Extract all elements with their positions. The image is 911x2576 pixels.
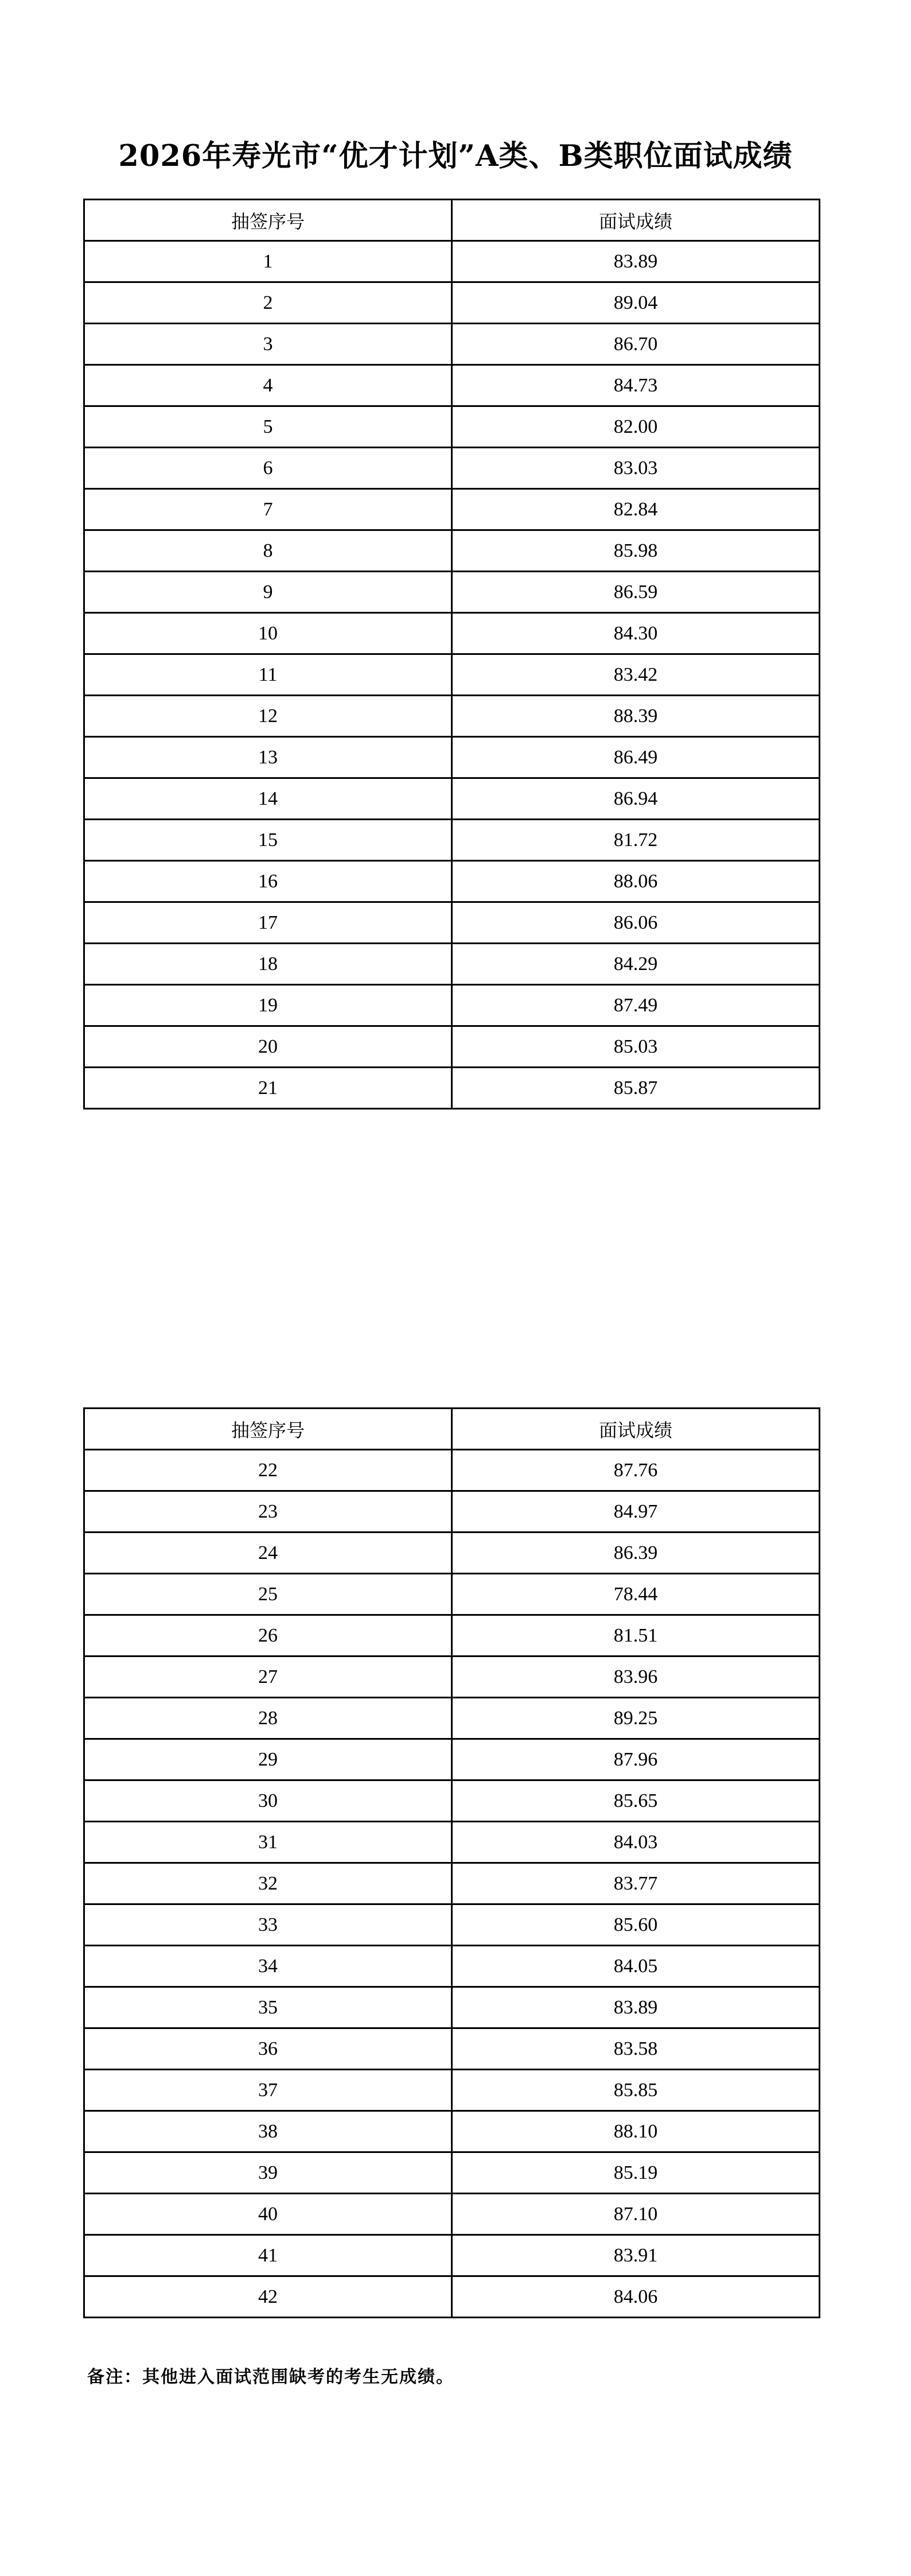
table-row — [84, 572, 820, 613]
draw-number-cell: 42 — [84, 2276, 452, 2318]
draw-number-cell: 32 — [84, 1863, 452, 1904]
interview-score-cell: 84.29 — [452, 944, 820, 985]
interview-score-cell: 86.49 — [452, 737, 820, 778]
draw-number-cell: 36 — [84, 2028, 452, 2070]
interview-score-cell: 83.89 — [452, 241, 820, 282]
table-row — [84, 820, 820, 861]
draw-number-cell: 20 — [84, 1026, 452, 1068]
interview-score-cell: 84.06 — [452, 2276, 820, 2318]
draw-number-cell: 27 — [84, 1656, 452, 1698]
interview-score-cell: 83.58 — [452, 2028, 820, 2070]
interview-score-cell: 87.76 — [452, 1450, 820, 1491]
interview-score-cell: 85.87 — [452, 1068, 820, 1109]
draw-number-cell: 25 — [84, 1574, 452, 1615]
interview-score-cell: 86.94 — [452, 778, 820, 820]
interview-score-cell: 85.65 — [452, 1780, 820, 1822]
draw-number-cell: 4 — [84, 365, 452, 406]
table-row — [84, 902, 820, 944]
draw-number-cell: 26 — [84, 1615, 452, 1656]
interview-score-cell: 85.85 — [452, 2070, 820, 2111]
table-row — [84, 1822, 820, 1863]
table-row — [84, 2276, 820, 2318]
draw-number-cell: 19 — [84, 985, 452, 1026]
draw-number-cell: 21 — [84, 1068, 452, 1109]
interview-score-cell: 84.03 — [452, 1822, 820, 1863]
interview-score-cell: 87.10 — [452, 2194, 820, 2235]
draw-number-cell: 35 — [84, 1987, 452, 2028]
draw-number-cell: 17 — [84, 902, 452, 944]
draw-number-cell: 13 — [84, 737, 452, 778]
interview-score-cell: 85.98 — [452, 530, 820, 572]
table-row — [84, 1656, 820, 1698]
table-row — [84, 1946, 820, 1987]
table-row — [84, 1068, 820, 1109]
table-row — [84, 2111, 820, 2152]
table-row — [84, 2152, 820, 2194]
interview-score-cell: 84.73 — [452, 365, 820, 406]
draw-number-cell: 8 — [84, 530, 452, 572]
table-row — [84, 1533, 820, 1574]
table-row — [84, 861, 820, 902]
interview-score-cell: 82.00 — [452, 406, 820, 448]
table-row — [84, 613, 820, 654]
interview-score-cell: 88.06 — [452, 861, 820, 902]
interview-score-cell: 83.42 — [452, 654, 820, 696]
draw-number-cell: 38 — [84, 2111, 452, 2152]
interview-score-cell: 89.25 — [452, 1698, 820, 1739]
interview-score-cell: 87.49 — [452, 985, 820, 1026]
draw-number-cell: 18 — [84, 944, 452, 985]
draw-number-cell: 16 — [84, 861, 452, 902]
interview-score-cell: 87.96 — [452, 1739, 820, 1780]
table-row — [84, 1739, 820, 1780]
draw-number-cell: 23 — [84, 1491, 452, 1533]
draw-number-cell: 12 — [84, 696, 452, 737]
table-row — [84, 985, 820, 1026]
header-interview-score: 面试成绩 — [452, 1409, 820, 1450]
draw-number-cell: 6 — [84, 448, 452, 489]
draw-number-cell: 7 — [84, 489, 452, 530]
table-row — [84, 1615, 820, 1656]
table-row — [84, 241, 820, 282]
interview-score-cell: 84.30 — [452, 613, 820, 654]
interview-score-cell: 86.70 — [452, 324, 820, 365]
table-row — [84, 696, 820, 737]
table-row — [84, 2194, 820, 2235]
scores-table-1 — [83, 199, 820, 1109]
header-draw-number: 抽签序号 — [84, 1409, 452, 1450]
interview-score-cell: 78.44 — [452, 1574, 820, 1615]
draw-number-cell: 29 — [84, 1739, 452, 1780]
table-row — [84, 1780, 820, 1822]
table-row — [84, 1863, 820, 1904]
interview-score-cell: 86.39 — [452, 1533, 820, 1574]
table-row — [84, 2235, 820, 2276]
interview-score-cell: 85.19 — [452, 2152, 820, 2194]
table-row — [84, 489, 820, 530]
draw-number-cell: 14 — [84, 778, 452, 820]
draw-number-cell: 5 — [84, 406, 452, 448]
interview-score-cell: 81.72 — [452, 820, 820, 861]
table-row — [84, 1698, 820, 1739]
draw-number-cell: 9 — [84, 572, 452, 613]
table-row — [84, 2070, 820, 2111]
interview-score-cell: 83.03 — [452, 448, 820, 489]
footnote: 备注：其他进入面试范围缺考的考生无成绩。 — [87, 2367, 454, 2387]
interview-score-cell: 85.03 — [452, 1026, 820, 1068]
table-header-row — [84, 1409, 820, 1450]
draw-number-cell: 15 — [84, 820, 452, 861]
table-row — [84, 530, 820, 572]
draw-number-cell: 37 — [84, 2070, 452, 2111]
table-row — [84, 2028, 820, 2070]
table-row — [84, 1026, 820, 1068]
draw-number-cell: 28 — [84, 1698, 452, 1739]
draw-number-cell: 39 — [84, 2152, 452, 2194]
page-title: 2026年寿光市“优才计划”A类、B类职位面试成绩 — [118, 139, 793, 173]
draw-number-cell: 30 — [84, 1780, 452, 1822]
interview-score-cell: 83.89 — [452, 1987, 820, 2028]
table-row — [84, 778, 820, 820]
scores-table-2 — [83, 1407, 820, 2318]
draw-number-cell: 2 — [84, 282, 452, 324]
table-row — [84, 654, 820, 696]
interview-score-cell: 88.10 — [452, 2111, 820, 2152]
draw-number-cell: 3 — [84, 324, 452, 365]
interview-score-cell: 88.39 — [452, 696, 820, 737]
interview-score-cell: 83.91 — [452, 2235, 820, 2276]
interview-score-cell: 85.60 — [452, 1904, 820, 1946]
interview-score-cell: 83.96 — [452, 1656, 820, 1698]
header-interview-score: 面试成绩 — [452, 200, 820, 241]
table-row — [84, 1574, 820, 1615]
draw-number-cell: 10 — [84, 613, 452, 654]
draw-number-cell: 1 — [84, 241, 452, 282]
draw-number-cell: 41 — [84, 2235, 452, 2276]
table-row — [84, 1450, 820, 1491]
table-row — [84, 406, 820, 448]
table-row — [84, 282, 820, 324]
interview-score-cell: 81.51 — [452, 1615, 820, 1656]
table-row — [84, 324, 820, 365]
interview-score-cell: 84.05 — [452, 1946, 820, 1987]
interview-score-cell: 82.84 — [452, 489, 820, 530]
table-row — [84, 448, 820, 489]
interview-score-cell: 86.59 — [452, 572, 820, 613]
draw-number-cell: 22 — [84, 1450, 452, 1491]
draw-number-cell: 34 — [84, 1946, 452, 1987]
interview-score-cell: 84.97 — [452, 1491, 820, 1533]
draw-number-cell: 24 — [84, 1533, 452, 1574]
table-row — [84, 1904, 820, 1946]
interview-score-cell: 89.04 — [452, 282, 820, 324]
draw-number-cell: 33 — [84, 1904, 452, 1946]
table-row — [84, 944, 820, 985]
table-row — [84, 737, 820, 778]
draw-number-cell: 40 — [84, 2194, 452, 2235]
table-row — [84, 365, 820, 406]
table-row — [84, 1987, 820, 2028]
table-row — [84, 1491, 820, 1533]
draw-number-cell: 31 — [84, 1822, 452, 1863]
draw-number-cell: 11 — [84, 654, 452, 696]
table-header-row — [84, 200, 820, 241]
interview-score-cell: 86.06 — [452, 902, 820, 944]
interview-score-cell: 83.77 — [452, 1863, 820, 1904]
header-draw-number: 抽签序号 — [84, 200, 452, 241]
